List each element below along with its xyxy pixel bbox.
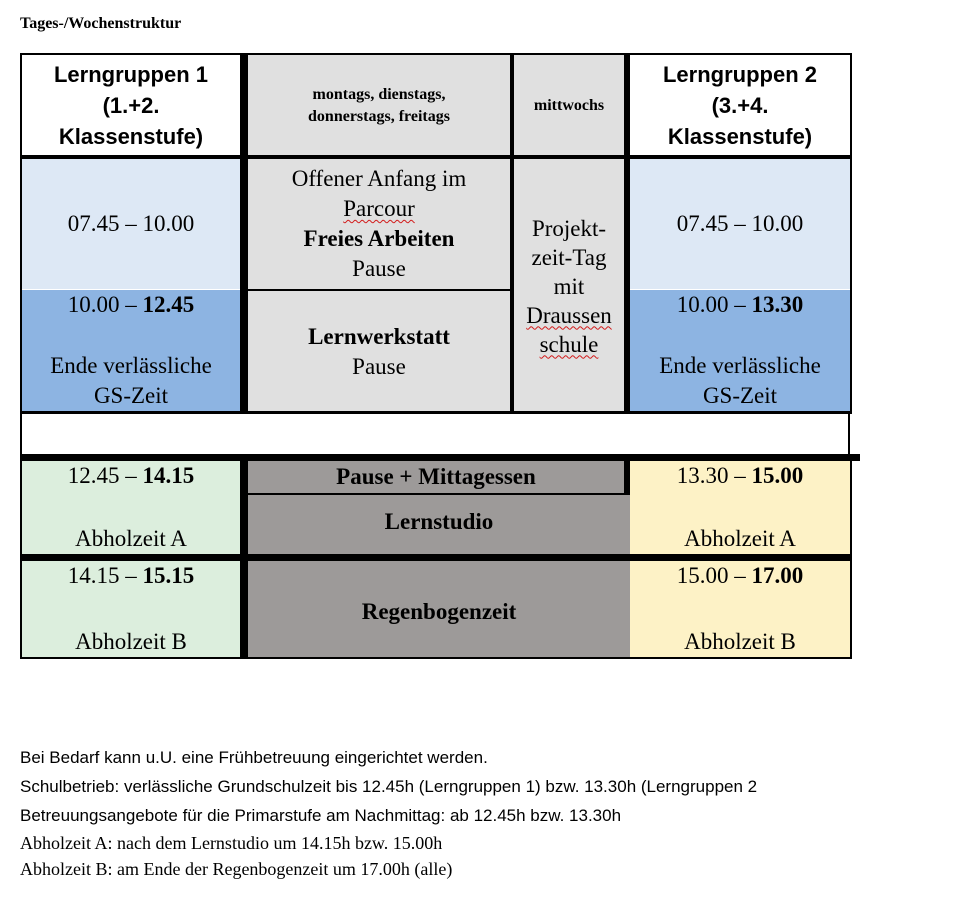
mid-lunch: Pause + Mittagessen xyxy=(248,461,624,493)
g2-late-time: 10.00 – 13.30 xyxy=(676,292,804,317)
divider-h4 xyxy=(20,454,860,461)
g2-a-time: 13.30 – 15.00 xyxy=(676,463,804,488)
g2-a-block: 13.30 – 15.00 Abholzeit A xyxy=(630,461,850,554)
g1-a-block: 12.45 – 14.15 Abholzeit A xyxy=(22,461,240,554)
g1-b-block: 14.15 – 15.15 Abholzeit B xyxy=(22,561,240,657)
mid-studio: Lernstudio xyxy=(248,495,630,554)
header-group2: Lerngruppen 2 (3.+4. Klassenstufe) xyxy=(630,55,850,156)
g2-b-block: 15.00 – 17.00 Abholzeit B xyxy=(630,561,850,657)
g2-b-time: 15.00 – 17.00 xyxy=(676,563,804,588)
spacer-row xyxy=(20,414,850,454)
g1-early-time: 07.45 – 10.00 xyxy=(22,159,240,289)
divider-v2 xyxy=(510,55,514,413)
table-border-bottom xyxy=(20,657,852,659)
table-border-left-pm xyxy=(20,454,22,659)
divider-h1 xyxy=(22,155,850,159)
mid-late-block: Lernwerkstatt Pause xyxy=(248,291,510,413)
table-border-right-pm xyxy=(850,454,852,659)
g1-late-block: 10.00 – 12.45 Ende verlässliche GS-Zeit xyxy=(22,290,240,413)
note-line-5: Abholzeit B: am Ende der Regenbogenzeit um 17.00h (alle) xyxy=(20,859,453,879)
divider-v3-pm xyxy=(624,461,630,495)
g2-early-time: 07.45 – 10.00 xyxy=(630,159,850,289)
mid-rainbow: Regenbogenzeit xyxy=(248,561,630,657)
note-line-1: Bei Bedarf kann u.U. eine Frühbetreuung eingerichtet werden. xyxy=(20,748,488,767)
header-days-main: montags, dienstags, donnerstags, freitags xyxy=(248,55,510,156)
note-line-4: Abholzeit A: nach dem Lernstudio um 14.15h bzw. 15.00h xyxy=(20,833,443,853)
mid-early-block: Offener Anfang im Parcour Freies Arbeiten Pause xyxy=(248,159,510,289)
header-days-wed: mittwochs xyxy=(514,55,624,156)
table-border-right xyxy=(850,53,852,413)
divider-mid-pm xyxy=(248,493,630,495)
note-line-3: Betreuungsangebote für die Primarstufe am Nachmittag: ab 12.45h bzw. 13.30h xyxy=(20,806,622,825)
divider-v3 xyxy=(624,55,630,413)
g1-a-time: 12.45 – 14.15 xyxy=(67,463,195,488)
g1-late-time: 10.00 – 12.45 xyxy=(67,292,195,317)
divider-h5 xyxy=(20,554,852,561)
page-title: Tages-/Wochenstruktur xyxy=(20,15,182,32)
header-group1: Lerngruppen 1 (1.+2. Klassenstufe) xyxy=(22,55,240,156)
wed-project-day: Projekt- zeit-Tag mit Draussen schule xyxy=(514,159,624,413)
divider-h2 xyxy=(248,289,510,291)
divider-v1 xyxy=(240,55,248,413)
g1-b-time: 14.15 – 15.15 xyxy=(67,563,195,588)
g2-late-block: 10.00 – 13.30 Ende verlässliche GS-Zeit xyxy=(630,290,850,413)
notes-block xyxy=(20,743,757,882)
note-line-2: Schulbetrieb: verlässliche Grundschulzeit bis 12.45h (Lerngruppen 1) bzw. 13.30h (Lerngruppen 2 xyxy=(20,777,758,796)
divider-v1-pm xyxy=(240,461,248,657)
